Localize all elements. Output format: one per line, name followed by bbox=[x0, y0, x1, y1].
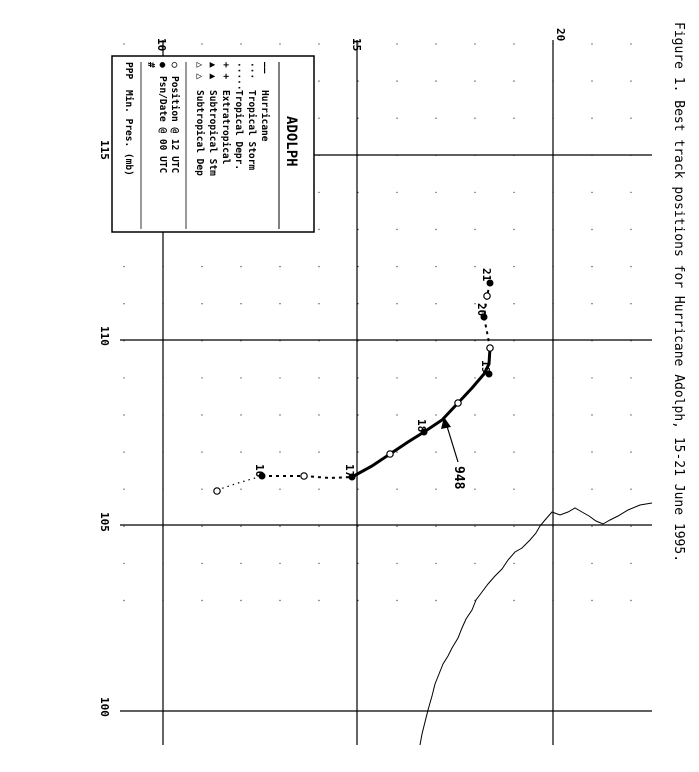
grid-dot bbox=[630, 303, 631, 304]
grid-dot bbox=[513, 563, 514, 564]
grid-dot bbox=[240, 266, 241, 267]
grid-dot bbox=[591, 526, 592, 527]
grid-dot bbox=[396, 414, 397, 415]
grid-dot bbox=[396, 451, 397, 452]
grid-dot bbox=[630, 80, 631, 81]
grid-dot bbox=[318, 80, 319, 81]
legend-symbol-tropical-depr: ····· bbox=[233, 62, 244, 91]
legend bbox=[112, 56, 314, 232]
figure-caption: Figure 1. Best track positions for Hurricane Adolph, 15-21 June 1995. bbox=[671, 22, 686, 563]
grid-dot bbox=[201, 414, 202, 415]
grid-dot bbox=[474, 526, 475, 527]
grid-dot bbox=[318, 489, 319, 490]
grid-dot bbox=[591, 451, 592, 452]
position-12utc-19 bbox=[487, 345, 493, 351]
date-label-21: 21 bbox=[480, 268, 493, 282]
grid-dot bbox=[279, 600, 280, 601]
grid-dot bbox=[279, 303, 280, 304]
grid-dot bbox=[435, 526, 436, 527]
grid-dot bbox=[396, 192, 397, 193]
legend-label-tropical-depr: Tropical Depr. bbox=[233, 90, 244, 171]
grid-dot bbox=[396, 266, 397, 267]
grid-dot bbox=[513, 489, 514, 490]
legend-label-subtropical-dep: Subtropical Dep bbox=[194, 90, 205, 176]
grid-dot bbox=[474, 377, 475, 378]
grid-dot bbox=[318, 192, 319, 193]
grid-dot bbox=[396, 563, 397, 564]
lon-label-100: 100 bbox=[98, 697, 111, 717]
legend-label-position-12utc: Position @ 12 UTC bbox=[169, 76, 180, 174]
grid-dot bbox=[201, 43, 202, 44]
storm-track bbox=[214, 268, 494, 494]
grid-dot bbox=[513, 43, 514, 44]
grid-dot bbox=[396, 526, 397, 527]
grid-dot bbox=[591, 563, 592, 564]
grid-dot bbox=[435, 266, 436, 267]
grid-dot bbox=[435, 80, 436, 81]
date-label-18: 18 bbox=[415, 419, 428, 433]
grid-dot bbox=[591, 377, 592, 378]
grid-dot bbox=[513, 80, 514, 81]
grid-dot bbox=[123, 563, 124, 564]
grid-dot bbox=[396, 377, 397, 378]
legend-hash-symbol: # bbox=[145, 62, 156, 68]
grid-dot bbox=[123, 414, 124, 415]
grid-dot bbox=[630, 43, 631, 44]
legend-symbol-subtropical-stm: ▲ ▲ bbox=[207, 62, 218, 80]
legend-symbol-min-pres: PPP bbox=[123, 62, 134, 80]
grid-dot bbox=[513, 377, 514, 378]
legend-label-position-00utc: Psn/Date @ 00 UTC bbox=[157, 76, 168, 174]
grid-dot bbox=[123, 526, 124, 527]
grid-dot bbox=[474, 43, 475, 44]
lon-label-105: 105 bbox=[98, 512, 111, 532]
grid-dot bbox=[201, 266, 202, 267]
grid-dot bbox=[318, 600, 319, 601]
grid-dot bbox=[630, 266, 631, 267]
legend-label-tropical-storm: Tropical Storm bbox=[246, 90, 257, 171]
grid-dot bbox=[435, 192, 436, 193]
lat-label-15: 15 bbox=[350, 38, 363, 52]
grid-dot bbox=[396, 118, 397, 119]
grid-dot bbox=[474, 451, 475, 452]
grid-dot bbox=[240, 414, 241, 415]
grid-dot bbox=[474, 192, 475, 193]
coastline bbox=[420, 503, 652, 745]
legend-symbol-subtropical-dep: △ △ bbox=[194, 62, 205, 80]
grid-dot bbox=[318, 526, 319, 527]
track-hurricane-segment bbox=[352, 348, 490, 477]
grid-dot bbox=[435, 118, 436, 119]
legend-symbol-position-00utc: ● bbox=[157, 62, 168, 68]
grid-dot bbox=[435, 303, 436, 304]
grid-dot bbox=[201, 451, 202, 452]
grid-dot bbox=[240, 43, 241, 44]
grid-dot bbox=[201, 489, 202, 490]
grid-dot bbox=[318, 377, 319, 378]
lat-label-20: 20 bbox=[554, 28, 567, 42]
grid-dot bbox=[630, 229, 631, 230]
grid-dot bbox=[513, 451, 514, 452]
grid-dot bbox=[318, 118, 319, 119]
grid-dot bbox=[201, 526, 202, 527]
longitude-labels bbox=[98, 140, 111, 717]
date-label-16: 16 bbox=[253, 464, 266, 478]
position-12utc-15 bbox=[214, 488, 220, 494]
grid-dot bbox=[396, 43, 397, 44]
grid-dot bbox=[279, 526, 280, 527]
grid-dot bbox=[630, 377, 631, 378]
date-label-17: 17 bbox=[343, 464, 356, 478]
grid-dot bbox=[474, 229, 475, 230]
grid-dot bbox=[201, 563, 202, 564]
grid-dot bbox=[474, 118, 475, 119]
legend-title: ADOLPH bbox=[283, 116, 299, 167]
grid-dot bbox=[630, 118, 631, 119]
position-12utc-16 bbox=[301, 473, 307, 479]
grid-dot bbox=[123, 600, 124, 601]
grid-dot bbox=[318, 266, 319, 267]
grid-dot bbox=[396, 229, 397, 230]
track-depression-segment bbox=[217, 476, 262, 490]
grid-dot bbox=[513, 266, 514, 267]
legend-label-min-pres: Min. Pres. (mb) bbox=[123, 90, 134, 176]
grid-dot bbox=[435, 451, 436, 452]
grid-dot bbox=[630, 600, 631, 601]
grid-dot bbox=[318, 229, 319, 230]
grid-dot bbox=[591, 489, 592, 490]
grid-dot bbox=[513, 414, 514, 415]
grid-dot bbox=[240, 451, 241, 452]
legend-label-hurricane: Hurricane bbox=[259, 90, 270, 142]
legend-symbol-extratropical: + + bbox=[220, 62, 231, 80]
grid-dot bbox=[201, 600, 202, 601]
date-label-20: 20 bbox=[475, 303, 488, 317]
grid-dot bbox=[396, 80, 397, 81]
grid-dot bbox=[513, 118, 514, 119]
grid-dot bbox=[240, 377, 241, 378]
longitude-lines bbox=[120, 155, 652, 711]
grid-dot bbox=[591, 192, 592, 193]
grid-dot bbox=[435, 229, 436, 230]
lat-label-10: 10 bbox=[155, 38, 168, 52]
legend-symbol-hurricane: —— bbox=[259, 62, 270, 74]
grid-dot bbox=[240, 600, 241, 601]
grid-dot bbox=[123, 303, 124, 304]
grid-dot bbox=[474, 563, 475, 564]
grid-dot bbox=[474, 489, 475, 490]
grid-dot bbox=[201, 303, 202, 304]
grid-dot bbox=[318, 303, 319, 304]
grid-dot bbox=[591, 266, 592, 267]
grid-dot bbox=[279, 451, 280, 452]
grid-dot bbox=[318, 414, 319, 415]
grid-dot bbox=[240, 526, 241, 527]
grid-dot bbox=[513, 526, 514, 527]
grid-dot bbox=[396, 600, 397, 601]
grid-dot bbox=[435, 600, 436, 601]
grid-dot bbox=[279, 414, 280, 415]
grid-dot bbox=[123, 377, 124, 378]
grid-dot bbox=[435, 563, 436, 564]
grid-dot bbox=[318, 451, 319, 452]
grid-dot bbox=[591, 229, 592, 230]
grid-dot bbox=[513, 600, 514, 601]
legend-label-subtropical-stm: Subtropical Stm bbox=[207, 90, 218, 176]
grid-dot bbox=[123, 451, 124, 452]
grid-dot bbox=[630, 414, 631, 415]
grid-dot bbox=[435, 377, 436, 378]
grid-dot bbox=[591, 303, 592, 304]
grid-dot bbox=[279, 43, 280, 44]
legend-symbol-tropical-storm: ··· bbox=[246, 62, 257, 80]
grid-dot bbox=[474, 80, 475, 81]
grid-dot bbox=[201, 377, 202, 378]
grid-dot bbox=[240, 489, 241, 490]
lon-label-110: 110 bbox=[98, 326, 111, 346]
grid-dot bbox=[123, 266, 124, 267]
grid-dot bbox=[123, 489, 124, 490]
grid-dot bbox=[591, 118, 592, 119]
grid-dot bbox=[435, 489, 436, 490]
grid-dot bbox=[591, 43, 592, 44]
min-pressure-label: 948 bbox=[451, 466, 466, 490]
date-label-19: 19 bbox=[479, 360, 492, 374]
grid-dot bbox=[435, 43, 436, 44]
grid-dot bbox=[630, 489, 631, 490]
grid-dot bbox=[279, 266, 280, 267]
grid-dot bbox=[630, 563, 631, 564]
latitude-labels bbox=[155, 28, 567, 51]
grid-dot bbox=[396, 489, 397, 490]
grid-dot bbox=[279, 563, 280, 564]
legend-label-extratropical: Extratropical bbox=[220, 90, 231, 165]
grid-dot bbox=[630, 192, 631, 193]
grid-dot bbox=[240, 563, 241, 564]
grid-dot bbox=[279, 377, 280, 378]
legend-symbol-position-12utc: ○ bbox=[169, 62, 180, 68]
grid-dot bbox=[318, 563, 319, 564]
grid-dot bbox=[591, 600, 592, 601]
grid-dot bbox=[591, 414, 592, 415]
lon-label-115: 115 bbox=[98, 140, 111, 160]
grid-dot bbox=[123, 43, 124, 44]
grid-dot bbox=[240, 303, 241, 304]
grid-dot bbox=[630, 526, 631, 527]
grid-dot bbox=[474, 414, 475, 415]
grid-dot bbox=[318, 43, 319, 44]
position-12utc-17 bbox=[387, 451, 393, 457]
position-12utc-18 bbox=[455, 400, 461, 406]
grid-dot bbox=[396, 303, 397, 304]
grid-dot bbox=[630, 451, 631, 452]
grid-dot bbox=[513, 192, 514, 193]
grid-dot bbox=[591, 80, 592, 81]
grid-dot bbox=[513, 229, 514, 230]
grid-dot bbox=[279, 489, 280, 490]
min-pressure-arrow bbox=[446, 423, 458, 462]
grid-dot bbox=[513, 303, 514, 304]
position-12utc-20 bbox=[484, 293, 490, 299]
grid-dot bbox=[435, 414, 436, 415]
grid-dot bbox=[474, 266, 475, 267]
